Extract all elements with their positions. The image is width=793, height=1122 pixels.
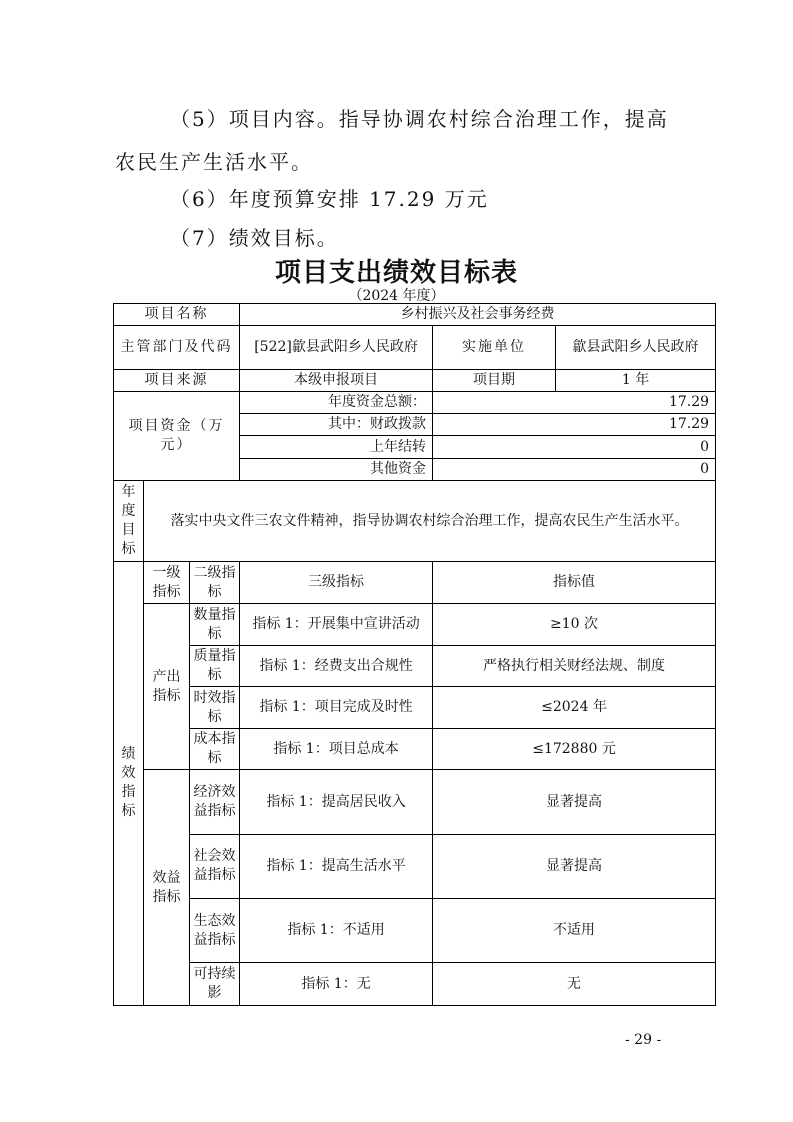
- value-cell: 严格执行相关财经法规、制度: [433, 645, 716, 686]
- level2-cell: 生态效益指标: [190, 898, 240, 963]
- funds-item-value: 0: [433, 436, 716, 458]
- period-label: 项目期: [433, 369, 556, 391]
- funds-item-label: 其中：财政拨款: [240, 414, 433, 436]
- table-row: [114, 369, 716, 391]
- value-cell: 不适用: [433, 898, 716, 963]
- annual-goal-label: 年度目标: [114, 480, 144, 561]
- table-row: [114, 326, 716, 369]
- header-level2: 二级指标: [190, 561, 240, 603]
- value-cell: ≤172880 元: [433, 728, 716, 769]
- table-row: [114, 728, 716, 769]
- table-row: [114, 834, 716, 898]
- funds-label: 项目资金（万元）: [114, 391, 240, 480]
- paragraph-project-content-cont: 农民生产生活水平。: [115, 150, 313, 174]
- perf-indicator-label: 绩效指标: [114, 561, 144, 1005]
- project-name-value: 乡村振兴及社会事务经费: [240, 304, 716, 326]
- funds-item-value: 17.29: [433, 391, 716, 413]
- source-label: 项目来源: [114, 369, 240, 391]
- value-cell: ≥10 次: [433, 604, 716, 645]
- table-row: [114, 687, 716, 728]
- output-indicator-label: 产出指标: [144, 604, 190, 770]
- header-value: 指标值: [433, 561, 716, 603]
- level3-cell: 指标 1：提高生活水平: [240, 834, 433, 898]
- table-row: [114, 645, 716, 686]
- table-row: [114, 604, 716, 645]
- value-cell: ≤2024 年: [433, 687, 716, 728]
- value-cell: 显著提高: [433, 834, 716, 898]
- period-value: 1 年: [556, 369, 716, 391]
- value-cell: 显著提高: [433, 770, 716, 835]
- table-year: （2024 年度）: [348, 288, 445, 304]
- level3-cell: 指标 1：项目总成本: [240, 728, 433, 769]
- level2-cell: 质量指标: [190, 645, 240, 686]
- level2-cell: 社会效益指标: [190, 834, 240, 898]
- funds-item-label: 上年结转: [240, 436, 433, 458]
- funds-item-value: 0: [433, 458, 716, 480]
- table-row: [114, 561, 716, 603]
- table-row: [114, 770, 716, 835]
- header-level1: 一级指标: [144, 561, 190, 603]
- dept-label: 主管部门及代码: [114, 326, 240, 369]
- impl-unit-label: 实施单位: [433, 326, 556, 369]
- source-value: 本级申报项目: [240, 369, 433, 391]
- table-row: [114, 391, 716, 413]
- dept-value: [522]歙县武阳乡人民政府: [240, 326, 433, 369]
- table-row: [114, 304, 716, 326]
- level2-cell: 可持续影: [190, 963, 240, 1006]
- paragraph-project-content: （5）项目内容。指导协调农村综合治理工作，提高: [170, 107, 669, 131]
- impl-unit-value: 歙县武阳乡人民政府: [556, 326, 716, 369]
- level3-cell: 指标 1：不适用: [240, 898, 433, 963]
- table-title: 项目支出绩效目标表: [274, 258, 518, 288]
- page-number: - 29 -: [625, 1032, 662, 1048]
- level2-cell: 成本指标: [190, 728, 240, 769]
- benefit-indicator-label: 效益指标: [144, 770, 190, 1006]
- table-row: [114, 480, 716, 561]
- funds-item-label: 其他资金: [240, 458, 433, 480]
- annual-goal-text: 落实中央文件三农文件精神，指导协调农村综合治理工作，提高农民生产生活水平。: [144, 480, 716, 561]
- level3-cell: 指标 1：无: [240, 963, 433, 1006]
- level3-cell: 指标 1：开展集中宣讲活动: [240, 604, 433, 645]
- funds-item-label: 年度资金总额：: [240, 391, 433, 413]
- header-level3: 三级指标: [240, 561, 433, 603]
- value-cell: 无: [433, 963, 716, 1006]
- paragraph-performance-goal: （7）绩效目标。: [170, 226, 339, 250]
- funds-item-value: 17.29: [433, 414, 716, 436]
- project-name-label: 项目名称: [114, 304, 240, 326]
- table-row: [114, 963, 716, 1006]
- level2-cell: 时效指标: [190, 687, 240, 728]
- level3-cell: 指标 1：经费支出合规性: [240, 645, 433, 686]
- level3-cell: 指标 1：提高居民收入: [240, 770, 433, 835]
- level2-cell: 数量指标: [190, 604, 240, 645]
- paragraph-budget: （6）年度预算安排 17.29 万元: [170, 187, 489, 211]
- performance-target-table: [113, 303, 716, 1006]
- level3-cell: 指标 1：项目完成及时性: [240, 687, 433, 728]
- level2-cell: 经济效益指标: [190, 770, 240, 835]
- table-row: [114, 898, 716, 963]
